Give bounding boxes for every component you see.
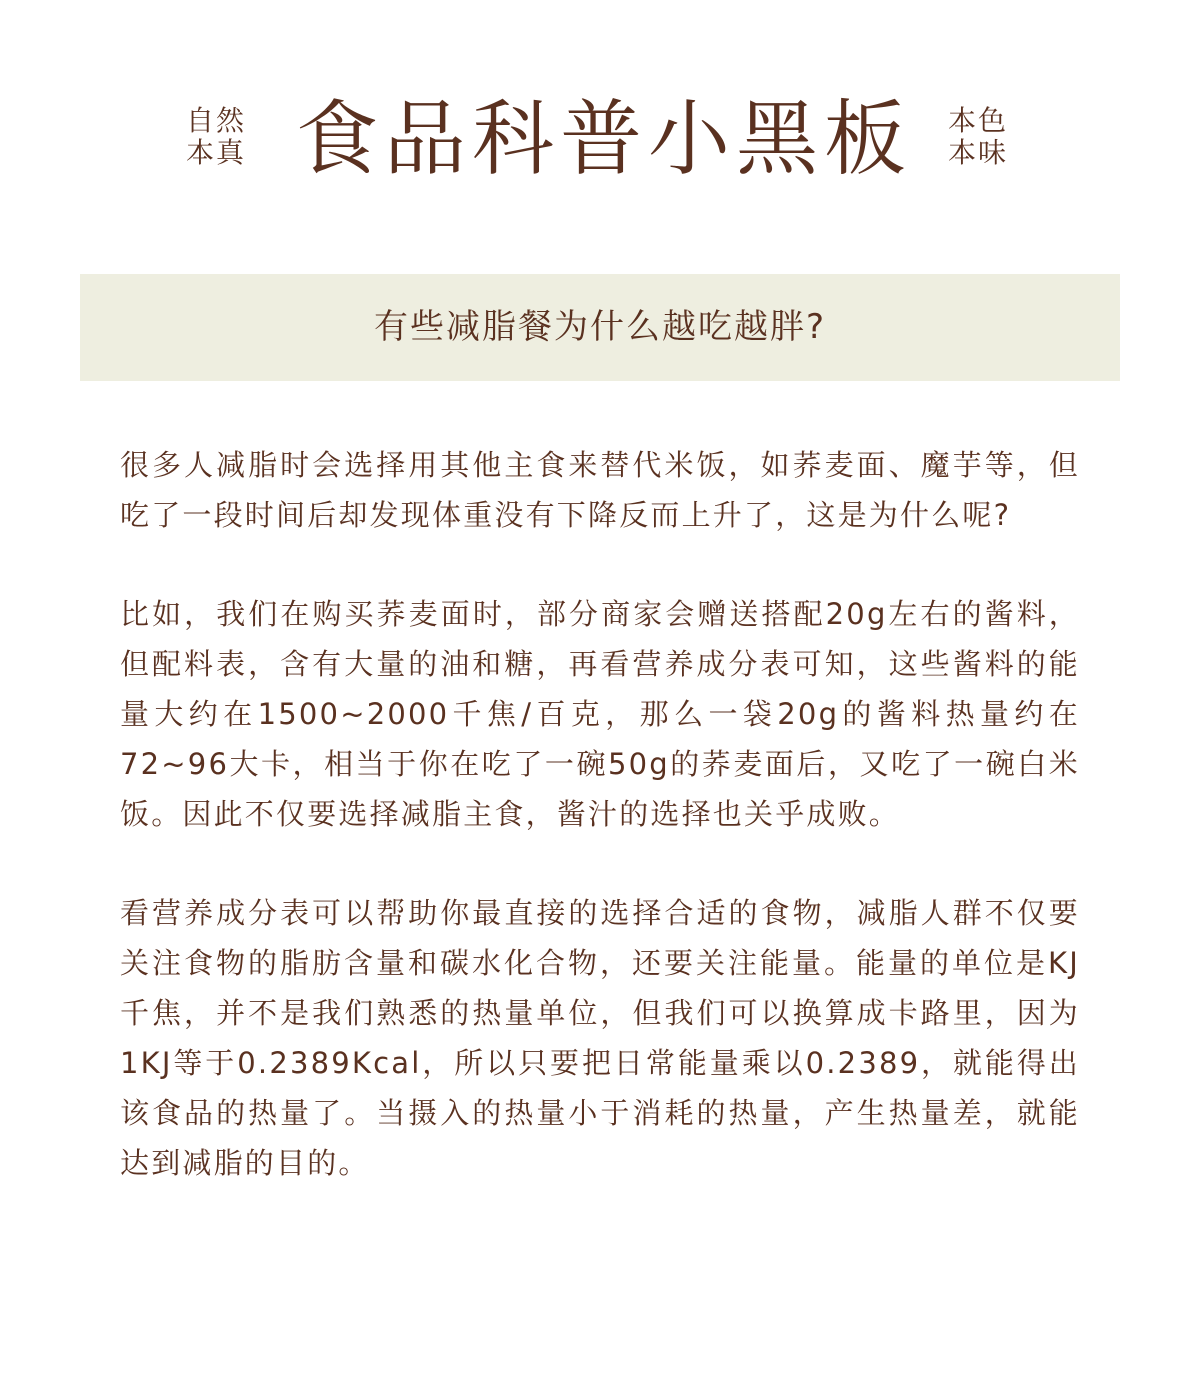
header-left-tagline <box>186 105 246 169</box>
paragraph-intro: 很多人减脂时会选择用其他主食来替代米饭，如荞麦面、魔芋等，但吃了一段时间后却发现体重没有下降反而上升了，这是为什么呢? <box>120 448 1080 532</box>
question-banner <box>80 274 1120 381</box>
header-right-line1: 本色 <box>948 104 1009 137</box>
header-right-tagline <box>948 105 1008 169</box>
header-right-line2: 本味 <box>948 136 1009 169</box>
paragraph-sauce-example: 比如，我们在购买荞麦面时，部分商家会赠送搭配20g左右的酱料，但配料表，含有大量的油和糖，再看营养成分表可知，这些酱料的能量大约在1500~2000千焦/百克，那么一袋20g的酱料热量约在72~96大卡，相当于你在吃了一碗50g的荞麦面后，又吃了一碗白米饭。因此不仅要选择减脂主食，酱汁的选择也关乎成败。 <box>120 597 1080 831</box>
article-body <box>120 440 1080 1237</box>
header-left-line1: 自然 <box>186 104 247 137</box>
page-header <box>0 85 1200 195</box>
page-title: 食品科普小黑板 <box>296 92 913 187</box>
header-left-line2: 本真 <box>186 136 247 169</box>
paragraph-nutrition-label: 看营养成分表可以帮助你最直接的选择合适的食物，减脂人群不仅要关注食物的脂肪含量和碳水化合物，还要关注能量。能量的单位是KJ千焦，并不是我们熟悉的热量单位，但我们可以换算成卡路里，因为1KJ等于0.2389Kcal，所以只要把日常能量乘以0.2389，就能得出该食品的热量了。当摄入的热量小于消耗的热量，产生热量差，就能达到减脂的目的。 <box>120 896 1080 1180</box>
question-title: 有些减脂餐为什么越吃越胖? <box>373 307 827 347</box>
